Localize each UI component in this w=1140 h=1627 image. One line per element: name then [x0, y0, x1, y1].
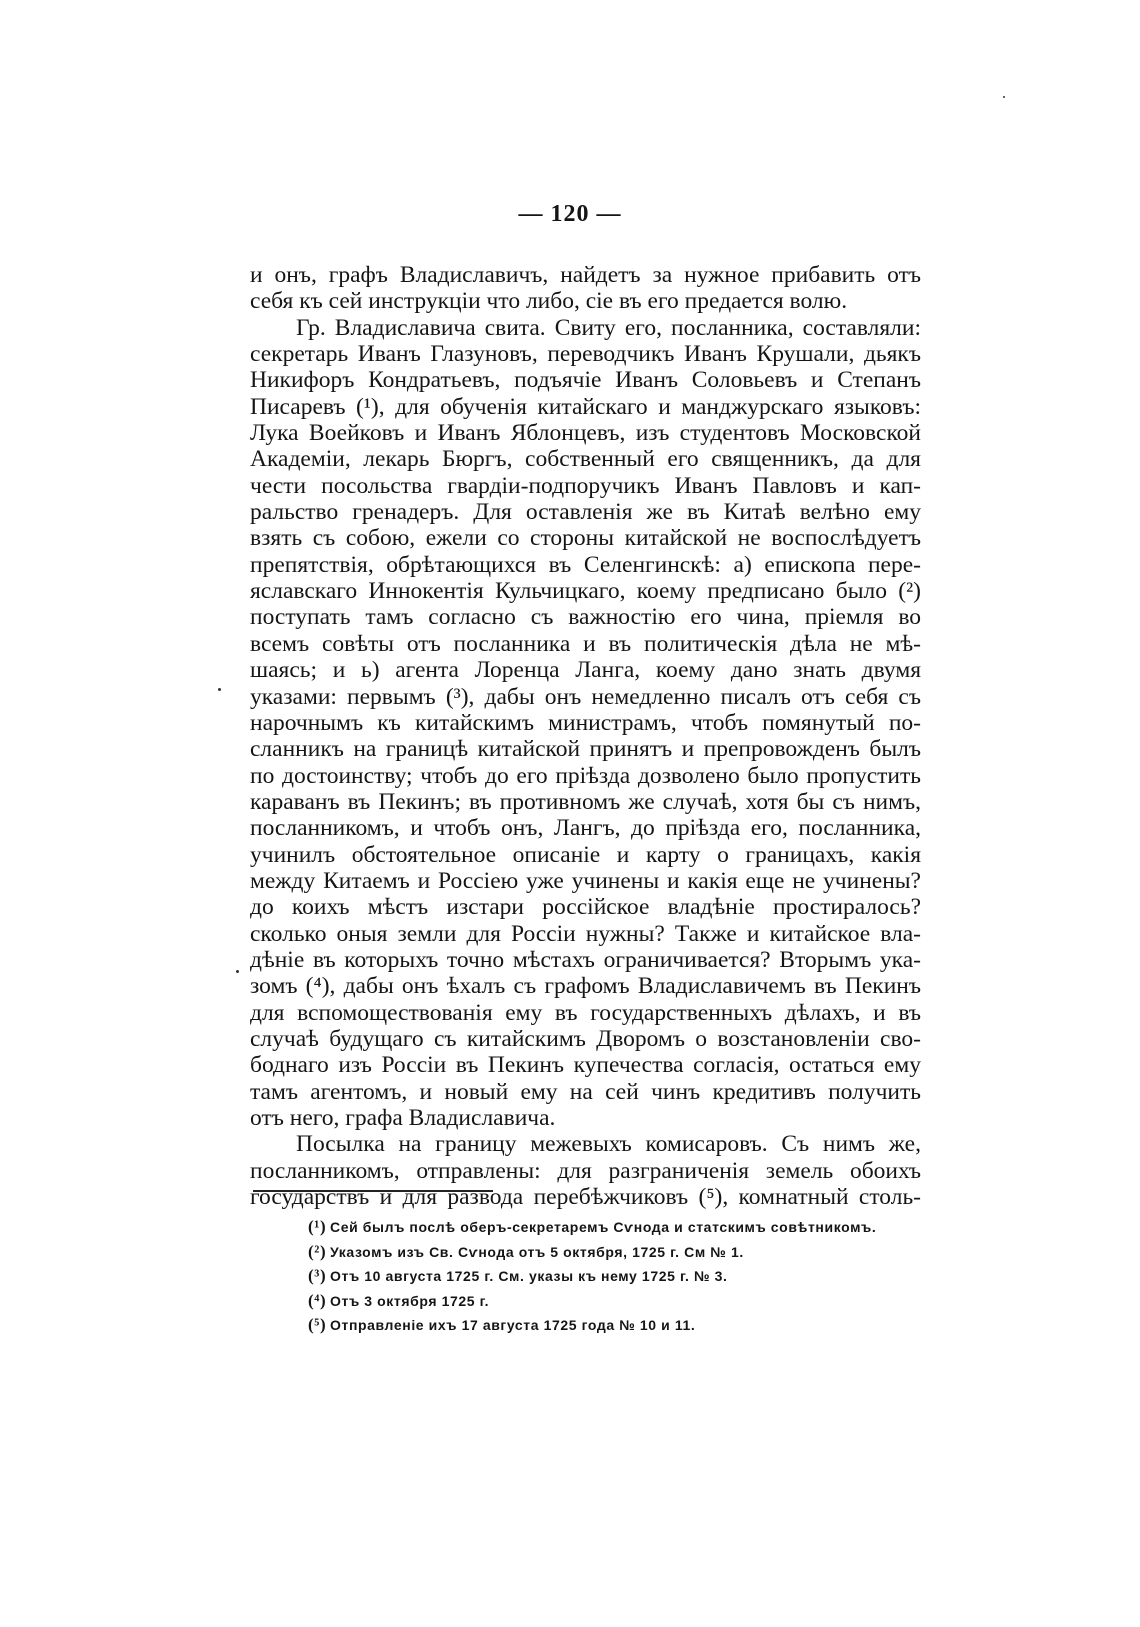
text-line: чести посольства гвардіи-подпоручикъ Иванъ Павловъ и кап- — [250, 472, 921, 499]
text-line: взять съ собою, ежели со стороны китайской не воспослѣдуетъ — [250, 525, 921, 552]
text-line: посланникомъ, и чтобъ онъ, Лангъ, до пріѣзда его, посланника, — [250, 815, 921, 842]
text-line: случаѣ будущаго съ китайскимъ Дворомъ о возстановленіи сво- — [250, 1025, 921, 1052]
scan-speck — [218, 688, 221, 691]
text-line: учинилъ обстоятельное описаніе и карту о границахъ, какія — [250, 841, 921, 868]
footnote-text: Отъ 3 октября 1725 г. — [330, 1292, 490, 1309]
text-line: Никифоръ Кондратьевъ, подъячіе Иванъ Соловьевъ и Степанъ — [250, 367, 921, 394]
body-text — [250, 262, 921, 1210]
footnote-mark: (³) — [308, 1266, 327, 1286]
text-line: сколько оныя земли для Россіи нужны? Также и китайское вла- — [250, 920, 921, 947]
text-line: Лука Воейковъ и Иванъ Яблонцевъ, изъ студентовъ Московской — [250, 420, 921, 447]
text-line: Академіи, лекарь Бюргъ, собственный его священникъ, да для — [250, 446, 921, 473]
footnote — [308, 1289, 876, 1314]
footnote-mark: (⁵) — [308, 1315, 327, 1335]
footnote — [308, 1264, 876, 1289]
text-line: нарочнымъ къ китайскимъ министрамъ, чтобъ помянутый по- — [250, 709, 921, 736]
scan-speck — [1003, 96, 1005, 98]
footnotes — [308, 1215, 876, 1338]
text-line: Писаревъ (¹), для обученія китайскаго и манджурскаго языковъ: — [250, 393, 921, 420]
text-line: Гр. Владиславича свита. Свиту его, посланника, составляли: — [296, 314, 921, 341]
text-line: посланникомъ, отправлены: для разграниченія земель обоихъ — [250, 1157, 921, 1184]
text-line: зомъ (⁴), дабы онъ ѣхалъ съ графомъ Владиславичемъ въ Пекинъ — [250, 973, 921, 1000]
footnote-text: Указомъ изъ Св. Сѵнода отъ 5 октября, 1725 г. См № 1. — [330, 1243, 744, 1260]
footnote-mark: (⁴) — [308, 1290, 327, 1310]
text-line: сланникъ на границѣ китайской принятъ и препровожденъ былъ — [250, 736, 921, 763]
text-line: ральство гренадеръ. Для оставленія же въ Китаѣ велѣно ему — [250, 499, 921, 526]
footnote — [308, 1215, 876, 1240]
text-line: для вспомоществованія ему въ государственныхъ дѣлахъ, и въ — [250, 999, 921, 1026]
text-line: по достоинству; чтобъ до его пріѣзда дозволено было пропустить — [250, 762, 921, 789]
text-line: между Китаемъ и Россіею уже учинены и какія еще не учинены? — [250, 867, 921, 894]
text-line: караванъ въ Пекинъ; въ противномъ же случаѣ, хотя бы съ нимъ, — [250, 788, 921, 815]
text-line: и онъ, графъ Владиславичъ, найдетъ за нужное прибавить отъ — [250, 262, 921, 288]
scan-speck — [236, 970, 239, 973]
text-line: дѣніе въ которыхъ точно мѣстахъ ограничивается? Вторымъ ука- — [250, 946, 921, 973]
text-line: шаясь; и ь) агента Лоренца Ланга, коему дано знать двумя — [250, 657, 921, 684]
text-line: государствъ и для развода перебѣжчиковъ (⁵), комнатный столь- — [250, 1184, 921, 1211]
text-line: Посылка на границу межевыхъ комисаровъ. Съ нимъ же, — [296, 1131, 921, 1158]
text-line: секретарь Иванъ Глазуновъ, переводчикъ Иванъ Крушали, дьякъ — [250, 341, 921, 368]
text-line: всемъ совѣты отъ посланника и въ политическія дѣла не мѣ- — [250, 630, 921, 657]
footnote-text: Сей былъ послѣ оберъ-секретаремъ Сѵнода и статскимъ совѣтникомъ. — [330, 1219, 877, 1235]
text-line: поступать тамъ согласно съ важностію его чина, пріемля во — [250, 604, 921, 631]
text-line: боднаго изъ Россіи въ Пекинъ купечества согласія, остаться ему — [250, 1052, 921, 1079]
footnote-text: Отъ 10 августа 1725 г. См. указы къ нему 1725 г. № 3. — [330, 1268, 728, 1285]
text-line: тамъ агентомъ, и новый ему на сей чинъ кредитивъ получить — [250, 1078, 921, 1105]
text-line: яславскаго Иннокентія Кульчицкаго, коему предписано было (²) — [250, 578, 921, 605]
footnote — [308, 1240, 876, 1265]
text-line: препятствія, обрѣтающихся въ Селенгинскѣ: а) епископа пере- — [250, 551, 921, 578]
footnote — [308, 1313, 876, 1338]
page-number: — 120 — — [518, 201, 622, 227]
footnote-mark: (²) — [308, 1241, 327, 1261]
footnote-mark: (¹) — [308, 1217, 327, 1236]
footnote-text: Отправленіе ихъ 17 августа 1725 года № 10 и 11. — [330, 1317, 696, 1334]
text-line: до коихъ мѣстъ изстари россійское владѣніе простиралось? — [250, 894, 921, 921]
footnote-divider — [253, 1190, 493, 1192]
text-line: указами: первымъ (³), дабы онъ немедленно писалъ отъ себя съ — [250, 683, 921, 710]
text-line: отъ него, графа Владиславича. — [250, 1105, 556, 1131]
text-line: себя къ сей инструкціи что либо, сіе въ его предается волю. — [250, 288, 848, 315]
